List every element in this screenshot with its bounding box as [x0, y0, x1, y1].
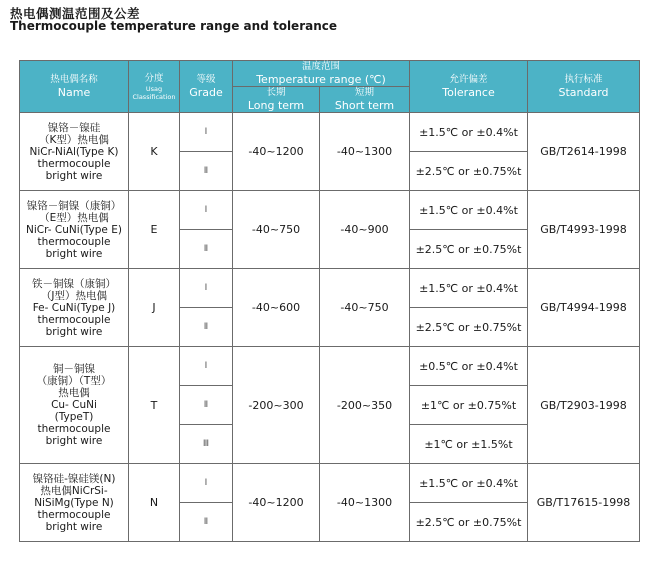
thermocouple-name-line: （康铜）（T型）	[36, 375, 112, 387]
thermocouple-name-cell	[20, 269, 129, 347]
thermocouple-name-line: 铜－铜镍	[53, 363, 95, 375]
thermocouple-name-line: 镍铬硅-镍硅镁(N)	[32, 472, 116, 485]
grade-cell: Ⅰ	[180, 464, 233, 503]
classification-cell: K	[129, 113, 180, 191]
thermocouple-name-line: thermocouple	[37, 423, 111, 435]
grade-cell: Ⅱ	[180, 386, 233, 425]
thermocouple-table	[19, 60, 640, 542]
grade-cell: Ⅱ	[180, 503, 233, 542]
tolerance-cell: ±0.5℃ or ±0.4%t	[410, 347, 528, 386]
standard-cell: GB/T2903-1998	[528, 347, 640, 464]
thermocouple-name-line: bright wire	[45, 169, 103, 182]
thermocouple-name-line: bright wire	[45, 247, 103, 260]
header-name: 热电偶名称 Name	[20, 61, 129, 113]
thermocouple-name-line: thermocouple	[37, 313, 111, 326]
thermocouple-name-line: bright wire	[45, 325, 103, 338]
table-row	[20, 347, 640, 386]
short-term-cell: -200~350	[320, 347, 410, 464]
thermocouple-name-line: thermocouple	[37, 508, 111, 521]
short-term-cell: -40~1300	[320, 464, 410, 542]
tolerance-cell: ±1.5℃ or ±0.4%t	[410, 191, 528, 230]
grade-cell: Ⅱ	[180, 230, 233, 269]
long-term-cell: -40~1200	[233, 113, 320, 191]
thermocouple-name-line: thermocouple	[37, 235, 111, 248]
tolerance-cell: ±1.5℃ or ±0.4%t	[410, 269, 528, 308]
tolerance-cell: ±2.5℃ or ±0.75%t	[410, 503, 528, 542]
tolerance-cell: ±1℃ or ±1.5%t	[410, 425, 528, 464]
thermocouple-name-line: （J型）热电偶	[40, 289, 108, 302]
long-term-cell: -40~600	[233, 269, 320, 347]
table-row	[20, 269, 640, 308]
header-long-term: 长期 Long term	[233, 87, 320, 113]
header-short-term: 短期 Short term	[320, 87, 410, 113]
long-term-cell: -40~750	[233, 191, 320, 269]
grade-cell: Ⅱ	[180, 152, 233, 191]
tolerance-cell: ±2.5℃ or ±0.75%t	[410, 152, 528, 191]
page-title-en: Thermocouple temperature range and tolerance	[10, 19, 338, 33]
tolerance-cell: ±1.5℃ or ±0.4%t	[410, 113, 528, 152]
grade-cell: Ⅰ	[180, 191, 233, 230]
tolerance-cell: ±2.5℃ or ±0.75%t	[410, 230, 528, 269]
thermocouple-name-line: NiCr- CuNi(Type E)	[26, 223, 122, 236]
header-standard: 执行标准 Standard	[528, 61, 640, 113]
table-row	[20, 113, 640, 152]
long-term-cell: -40~1200	[233, 464, 320, 542]
header-row-1	[20, 61, 640, 87]
short-term-cell: -40~1300	[320, 113, 410, 191]
thermocouple-name-line: 热电偶	[58, 387, 90, 399]
grade-cell: Ⅲ	[180, 425, 233, 464]
classification-cell: T	[129, 347, 180, 464]
thermocouple-name-cell	[20, 191, 129, 269]
table-row	[20, 191, 640, 230]
standard-cell: GB/T17615-1998	[528, 464, 640, 542]
short-term-cell: -40~750	[320, 269, 410, 347]
standard-cell: GB/T4994-1998	[528, 269, 640, 347]
thermocouple-name-cell	[20, 464, 129, 542]
thermocouple-name-cell	[20, 347, 129, 464]
short-term-cell: -40~900	[320, 191, 410, 269]
thermocouple-name-line: Cu- CuNi	[51, 399, 97, 411]
grade-cell: Ⅰ	[180, 269, 233, 308]
thermocouple-name-line: bright wire	[45, 520, 103, 533]
thermocouple-name-line: （K型）热电偶	[39, 133, 109, 146]
classification-cell: N	[129, 464, 180, 542]
thermocouple-name-line: NiCr-NiAl(Type K)	[29, 145, 119, 158]
header-classification: 分度 Usag Classification	[129, 61, 180, 113]
thermocouple-name-cell	[20, 113, 129, 191]
header-grade: 等级 Grade	[180, 61, 233, 113]
thermocouple-name-line: NiSiMg(Type N)	[34, 496, 114, 509]
thermocouple-name-line: Fe- CuNi(Type J)	[32, 301, 116, 314]
grade-cell: Ⅱ	[180, 308, 233, 347]
page-title-zh: 热电偶测温范围及公差	[10, 6, 141, 21]
table-body	[20, 113, 640, 542]
classification-cell: J	[129, 269, 180, 347]
table-row	[20, 464, 640, 503]
standard-cell: GB/T4993-1998	[528, 191, 640, 269]
header-temperature-range: 温度范围 Temperature range (℃)	[233, 61, 410, 87]
thermocouple-name-line: 镍铬－镍硅	[47, 121, 101, 134]
grade-cell: Ⅰ	[180, 347, 233, 386]
tolerance-cell: ±1℃ or ±0.75%t	[410, 386, 528, 425]
thermocouple-name-line: (TypeT)	[54, 411, 94, 423]
long-term-cell: -200~300	[233, 347, 320, 464]
thermocouple-name-line: 镍铬－铜镍（康铜）	[26, 199, 122, 212]
standard-cell: GB/T2614-1998	[528, 113, 640, 191]
thermocouple-name-line: 铁－铜镍（康铜）	[32, 277, 116, 290]
header-tolerance: 允许偏差 Tolerance	[410, 61, 528, 113]
thermocouple-name-line: 热电偶NiCrSi-	[40, 484, 108, 497]
thermocouple-name-line: thermocouple	[37, 157, 111, 170]
thermocouple-name-line: （E型）热电偶	[39, 211, 109, 224]
grade-cell: Ⅰ	[180, 113, 233, 152]
tolerance-cell: ±2.5℃ or ±0.75%t	[410, 308, 528, 347]
tolerance-cell: ±1.5℃ or ±0.4%t	[410, 464, 528, 503]
thermocouple-name-line: bright wire	[45, 435, 103, 447]
classification-cell: E	[129, 191, 180, 269]
